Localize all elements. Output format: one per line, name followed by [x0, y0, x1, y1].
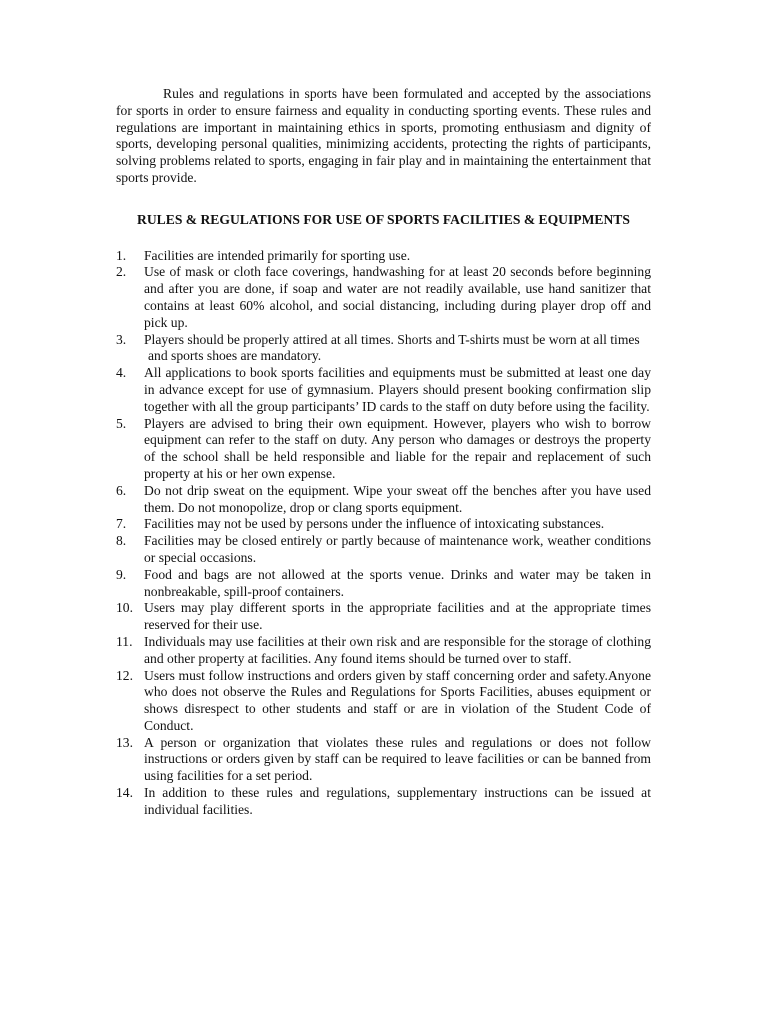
rule-number: 8.	[116, 533, 127, 549]
rule-text: Facilities may be closed entirely or partly because of maintenance work, weather conditions or special occasions.	[144, 533, 651, 565]
rule-text: In addition to these rules and regulations, supplementary instructions can be issued at individual facilities.	[144, 785, 651, 817]
rule-text: Do not drip sweat on the equipment. Wipe your sweat off the benches after you have used them. Do not monopolize, drop or clang sports equipment.	[144, 482, 651, 515]
rule-item	[116, 264, 651, 331]
rule-number: 11.	[116, 633, 133, 649]
rules-list	[116, 248, 651, 819]
section-heading: RULES & REGULATIONS FOR USE OF SPORTS FACILITIES & EQUIPMENTS	[137, 211, 630, 227]
rule-text: Facilities are intended primarily for sporting use.	[144, 247, 411, 263]
rule-text: Players are advised to bring their own equipment. However, players who wish to borrow equipment can refer to the staff on duty. Any person who damages or destroys the property of the school shall be held responsible and liable for the repair and replacement of such property at his or her own expense.	[144, 415, 651, 481]
rule-item	[116, 248, 651, 265]
rule-item	[116, 416, 651, 483]
rule-number: 7.	[116, 516, 127, 532]
rule-text: Users must follow instructions and orders given by staff concerning order and safety.Anyone who does not observe the Rules and Regulations for Sports Facilities, abuses equipment or shows disrespect to other students and staff or are in violation of the Student Code of Conduct.	[144, 667, 651, 733]
rule-item	[116, 668, 651, 735]
rule-text: Individuals may use facilities at their own risk and are responsible for the storage of clothing and other property at facilities. Any found items should be turned over to staff.	[144, 633, 651, 666]
rule-number: 12.	[116, 667, 133, 683]
rule-text: Users may play different sports in the appropriate facilities and at the appropriate times reserved for their use.	[144, 600, 651, 633]
document-page	[116, 86, 651, 819]
rule-number: 2.	[116, 264, 127, 280]
rule-item	[116, 634, 651, 668]
rule-item	[116, 332, 651, 366]
rule-text-continuation: and sports shoes are mandatory.	[148, 348, 322, 364]
rule-number: 10.	[116, 600, 133, 616]
rule-number: 9.	[116, 566, 127, 582]
rule-number: 13.	[116, 734, 133, 750]
rule-number: 4.	[116, 365, 127, 381]
rule-text: A person or organization that violates these rules and regulations or does not follow instructions or orders given by staff can be required to leave facilities or can be banned from using facilities for a set period.	[144, 734, 651, 784]
rule-item	[116, 483, 651, 517]
rule-number: 14.	[116, 785, 133, 801]
rule-number: 3.	[116, 331, 127, 347]
rule-item	[116, 567, 651, 601]
rule-number: 5.	[116, 415, 127, 431]
rule-text: Use of mask or cloth face coverings, handwashing for at least 20 seconds before beginning and after you are done, if soap and water are not readily available, use hand sanitizer that contains at least 60% alcohol, and social distancing, including during player drop off and pick up.	[144, 264, 651, 330]
rule-item	[116, 600, 651, 634]
rule-text: Food and bags are not allowed at the sports venue. Drinks and water may be taken in nonbreakable, spill-proof containers.	[144, 566, 651, 599]
rule-item	[116, 365, 651, 415]
rule-text: Facilities may not be used by persons under the influence of intoxicating substances.	[144, 516, 605, 532]
rule-item	[116, 785, 651, 819]
rule-text: All applications to book sports facilities and equipments must be submitted at least one day in advance except for use of gymnasium. Players should present booking confirmation slip together with all the group participants’ ID cards to the staff on duty before using the facility.	[144, 365, 651, 414]
rule-number: 1.	[116, 247, 127, 263]
rule-item	[116, 735, 651, 785]
intro-paragraph: Rules and regulations in sports have been formulated and accepted by the associations for sports in order to ensure fairness and equality in conducting sporting events. These rules and regulations are important in maintaining ethics in sports, promoting enthusiasm and dignity of sports, developing personal qualities, minimizing accidents, protecting the rights of participants, solving problems related to sports, engaging in fair play and in maintaining the entertainment that sports provide.	[116, 86, 651, 185]
rule-item	[116, 516, 651, 533]
rule-text: Players should be properly attired at all times. Shorts and T-shirts must be worn at all times	[144, 331, 640, 347]
rule-item	[116, 533, 651, 567]
rule-number: 6.	[116, 482, 127, 498]
